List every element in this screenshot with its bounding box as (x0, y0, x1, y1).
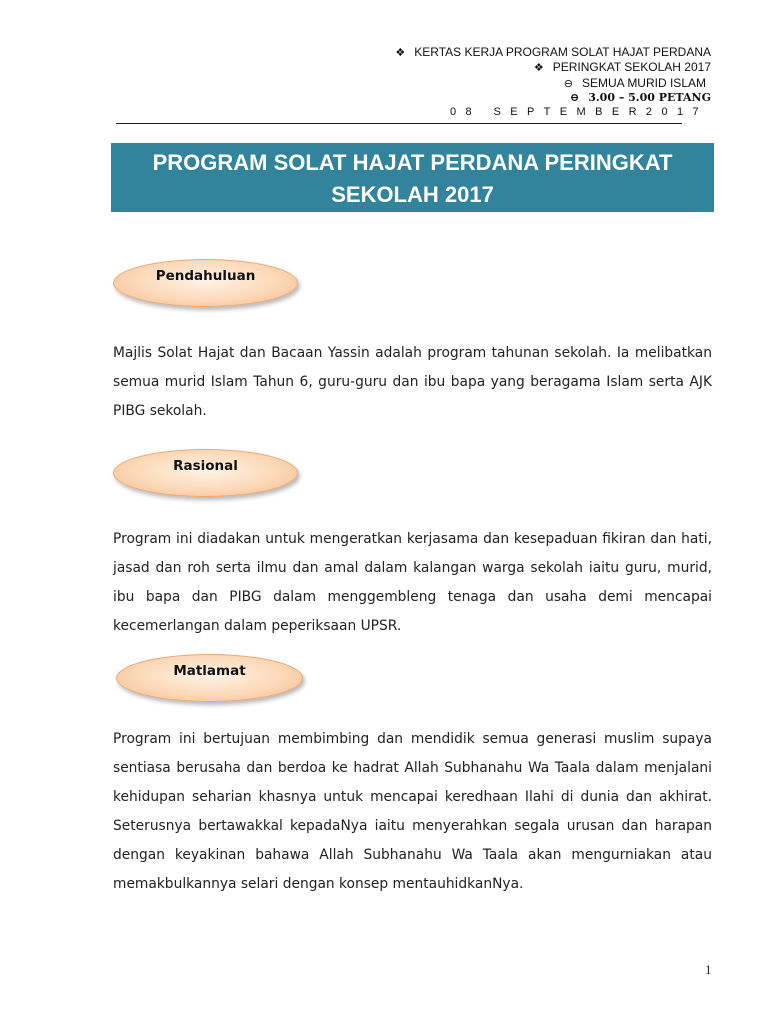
header-line-1 (395, 45, 711, 60)
header-line-3 (564, 76, 706, 91)
header-divider (116, 123, 682, 124)
header-line-2 (534, 60, 711, 75)
header-level: PERINGKAT SEKOLAH 2017 (552, 60, 711, 74)
page-title-banner (111, 143, 714, 212)
diamond-bullet-icon: ❖ (533, 62, 544, 74)
header-audience: SEMUA MURID ISLAM (581, 76, 706, 90)
paragraph-rasional: Program ini diadakan untuk mengeratkan kerjasama dan kesepaduan fikiran dan hati, jasad dan roh serta ilmu dan amal dalam kalangan warga sekolah iaitu guru, murid, ibu bapa dan PIBG dalam menggembleng tenaga dan usaha demi mencapai kecemerlangan dalam peperiksaan UPSR. (113, 531, 712, 634)
circle-minus-bullet-icon: ⊖ (563, 78, 573, 90)
section-heading-pendahuluan: Pendahuluan (113, 259, 298, 307)
diamond-bullet-icon: ❖ (395, 47, 406, 59)
circle-minus-bullet-icon: ⊖ (569, 91, 580, 104)
header-time: 3.00 – 5.00 PETANG (588, 91, 711, 104)
paragraph-pendahuluan: Majlis Solat Hajat dan Bacaan Yassin adalah program tahunan sekolah. Ia melibatkan semua murid Islam Tahun 6, guru-guru dan ibu bapa yang beragama Islam serta AJK PIBG sekolah. (113, 345, 712, 419)
page-number: 1 (705, 962, 712, 977)
paragraph-matlamat: Program ini bertujuan membimbing dan mendidik semua generasi muslim supaya sentiasa berusaha dan berdoa ke hadrat Allah Subhanahu Wa Taala dalam menjalani kehidupan seharian khasnya untuk mencapai keredhaan Ilahi di dunia dan akhirat. Seterusnya bertawakkal kepadaNya iaitu menyerahkan segala urusan dan harapan dengan keyakinan bahawa Allah Subhanahu Wa Taala akan mengurniakan atau memakbulkannya selari dengan konsep mentauhidkanNya. (113, 731, 712, 892)
header-line-4 (570, 91, 711, 105)
page-title-line-2: SEKOLAH 2017 (331, 182, 494, 207)
header-date: 08 SEPTEMBER2017 (449, 106, 708, 118)
header-doc-title: KERTAS KERJA PROGRAM SOLAT HAJAT PERDANA (414, 45, 711, 59)
section-heading-rasional: Rasional (113, 449, 298, 497)
page-title-line-1: PROGRAM SOLAT HAJAT PERDANA PERINGKAT (152, 150, 673, 175)
section-heading-matlamat: Matlamat (116, 654, 303, 702)
